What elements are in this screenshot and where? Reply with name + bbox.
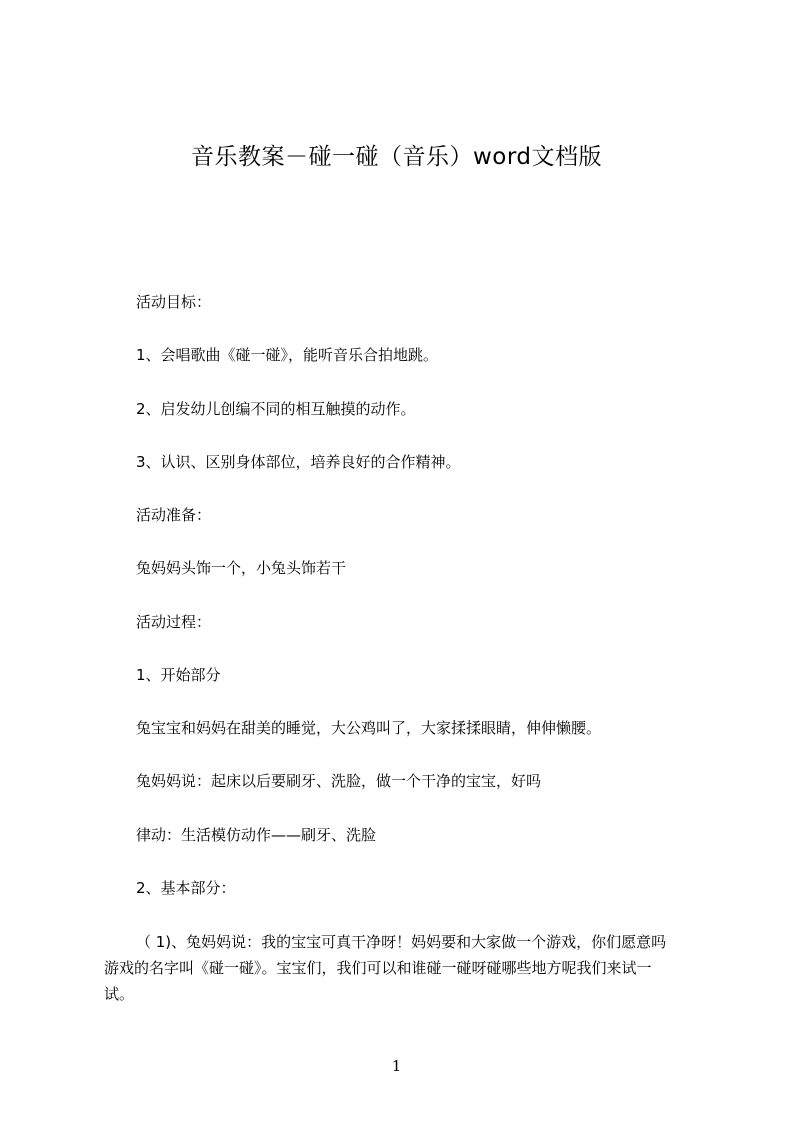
paragraph-goal-1: 1、会唱歌曲《碰一碰》，能听音乐合拍地跳。 — [136, 346, 439, 364]
paragraph-game-intro — [104, 929, 704, 1007]
paragraph-game-intro-line-2: 游戏的名字叫《碰一碰》。宝宝们，我们可以和谁碰一碰呀碰哪些地方呢我们来试一 — [104, 959, 652, 977]
page-number: 1 — [391, 1057, 402, 1075]
paragraph-preparation-items: 兔妈妈头饰一个，小兔头饰若干 — [136, 559, 347, 577]
paragraph-start-section: 1、开始部分 — [136, 666, 221, 684]
paragraph-process-heading: 活动过程： — [136, 613, 212, 631]
document-title: 音乐教案－碰一碰（音乐）word文档版 — [190, 144, 603, 170]
paragraph-mother-says: 兔妈妈说：起床以后要刷牙、洗脸，做一个干净的宝宝，好吗 — [136, 772, 542, 790]
paragraph-game-intro-line-3: 试。 — [104, 985, 135, 1003]
paragraph-basic-section: 2、基本部分： — [136, 879, 236, 897]
paragraph-preparation-heading: 活动准备： — [136, 506, 212, 524]
paragraph-wake-up: 兔宝宝和妈妈在甜美的睡觉，大公鸡叫了，大家揉揉眼睛，伸伸懒腰。 — [136, 719, 602, 737]
paragraph-goal-2: 2、启发幼儿创编不同的相互触摸的动作。 — [136, 400, 416, 418]
paragraph-goal-3: 3、认识、区别身体部位，培养良好的合作精神。 — [136, 453, 461, 471]
paragraph-game-intro-line-1: （ 1)、兔妈妈说：我的宝宝可真干净呀！妈妈要和大家做一个游戏，你们愿意吗 — [136, 933, 667, 951]
paragraph-activity-goals-heading: 活动目标： — [136, 293, 212, 311]
paragraph-rhythm: 律动：生活模仿动作——刷牙、洗脸 — [136, 826, 377, 844]
